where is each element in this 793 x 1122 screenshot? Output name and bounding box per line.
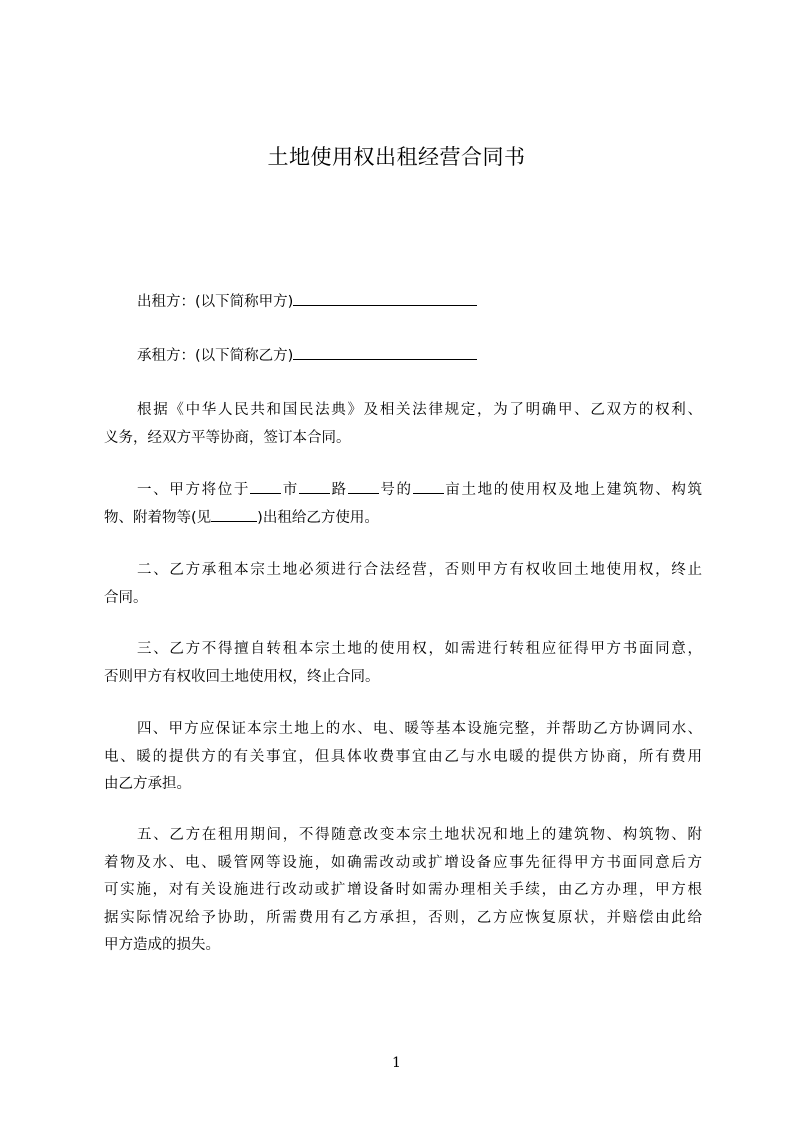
clause-5-line: 可实施，对有关设施进行改动或扩增设备时如需办理相关手续，由乙方办理，甲方根 [104, 882, 702, 898]
clause-2-line: 二、乙方承租本宗土地必须进行合法经营，否则甲方有权收回土地使用权，终止 [137, 562, 702, 578]
clause-4-paragraph [104, 716, 702, 799]
number-blank[interactable] [348, 479, 379, 494]
clause-1-text: )出租给乙方使用。 [257, 509, 379, 526]
clause-1-text: 亩土地的使用权及地上建筑物、构筑 [443, 482, 703, 498]
lessor-blank[interactable] [293, 289, 477, 306]
clause-2-line: 合同。 [104, 589, 148, 606]
clause-1-line [104, 505, 702, 533]
road-blank[interactable] [299, 479, 330, 494]
clause-5-paragraph [104, 822, 702, 960]
page-number: 1 [392, 1055, 401, 1071]
clause-4-line: 四、甲方应保证本宗土地上的水、电、暖等基本设施完整，并帮助乙方协调同水、 [137, 721, 702, 737]
city-blank[interactable] [250, 479, 281, 494]
clause-1-text: 路 [329, 482, 348, 498]
lessee-label: 承租方：(以下简称乙方) [137, 348, 294, 364]
clause-5-line: 据实际情况给予协助，所需费用有乙方承担，否则，乙方应恢复原状，并赔偿由此给 [104, 909, 702, 926]
lessee-blank[interactable] [293, 343, 477, 360]
clause-1-text: 市 [281, 482, 299, 498]
clause-4-line: 由乙方承担。 [104, 776, 191, 792]
document-title: 土地使用权出租经营合同书 [267, 145, 526, 169]
clause-2-paragraph [104, 557, 702, 612]
clause-1-text: 物、附着物等(见 [104, 509, 212, 526]
clause-5-line: 五、乙方在租用期间，不得随意改变本宗土地状况和地上的建筑物、构筑物、附 [137, 827, 702, 843]
attachment-blank[interactable] [211, 507, 257, 522]
clause-1-text: 一、甲方将位于 [137, 482, 251, 498]
clause-1-line [104, 477, 702, 505]
lessor-line [137, 289, 477, 313]
clause-4-line: 电、暖的提供方的有关事宜，但具体收费事宜由乙与水电暖的提供方协商，所有费用 [104, 748, 702, 765]
clause-3-paragraph [104, 636, 702, 691]
lessor-label: 出租方：(以下简称甲方) [137, 294, 294, 310]
clause-3-line: 否则甲方有权收回土地使用权，终止合同。 [104, 668, 380, 685]
clause-5-line: 着物及水、电、暖管网等设施，如确需改动或扩增设备应事先征得甲方书面同意后方 [104, 854, 702, 871]
preamble-line: 根据《中华人民共和国民法典》及相关法律规定，为了明确甲、乙双方的权利、 [137, 402, 702, 418]
clause-3-line: 三、乙方不得擅自转租本宗土地的使用权，如需进行转租应征得甲方书面同意， [137, 641, 702, 657]
clause-5-line: 甲方造成的损失。 [104, 937, 220, 953]
clause-1-text: 号的 [378, 482, 413, 498]
clause-1-paragraph [104, 477, 702, 532]
preamble-paragraph [104, 397, 702, 452]
preamble-line: 义务，经双方平等协商，签订本合同。 [104, 429, 351, 446]
lessee-line [137, 343, 477, 367]
area-blank[interactable] [413, 479, 444, 494]
